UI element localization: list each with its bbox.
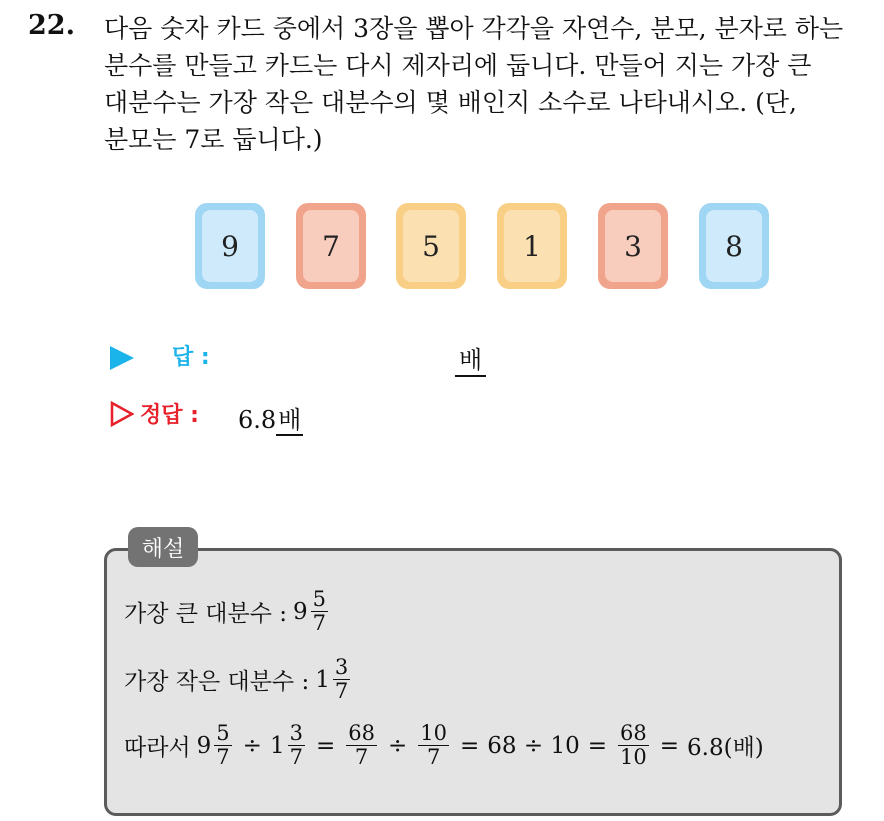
equals-sign: =: [659, 732, 680, 759]
fraction-denominator: 10: [620, 745, 647, 769]
correct-unit: 배: [278, 406, 302, 434]
equals-sign: =: [587, 732, 607, 759]
fraction-denominator: 7: [426, 745, 441, 769]
correct-answer-row: [110, 398, 810, 438]
calc-d-fraction: [418, 722, 449, 769]
calc-a-fraction: [214, 722, 231, 769]
filled-triangle-icon: [110, 346, 134, 370]
correct-number: 6.8: [238, 406, 277, 434]
card-value: 7: [303, 210, 359, 282]
correct-label: 정답 :: [140, 403, 199, 428]
card-value: 1: [504, 210, 560, 282]
divide-sign: ÷: [242, 732, 262, 759]
calc-b-fraction: [288, 722, 305, 769]
equals-sign: =: [315, 732, 336, 759]
equals-sign: =: [460, 732, 480, 759]
fraction-numerator: 68: [620, 721, 647, 745]
calc-expression: 68 ÷ 10: [487, 732, 580, 759]
outline-triangle-icon: [110, 401, 134, 427]
calc-c-fraction: [346, 722, 377, 769]
number-card: [195, 203, 265, 289]
fraction-denominator: 7: [312, 611, 327, 635]
calc-b-whole: 1: [269, 732, 285, 759]
fraction-denominator: 7: [289, 745, 303, 769]
question-number: 22.: [28, 10, 75, 41]
answer-label: 답 :: [172, 345, 210, 370]
fraction-numerator: 68: [348, 721, 375, 745]
fraction-numerator: 3: [289, 721, 303, 745]
number-card: [699, 203, 769, 289]
smallest-whole: 1: [315, 666, 330, 693]
fraction-denominator: 7: [354, 745, 369, 769]
question-text: [104, 10, 864, 158]
calc-a-whole: 9: [196, 732, 212, 759]
question-line: 대분수는 가장 작은 대분수의 몇 배인지 소수로 나타내시오. (단,: [104, 88, 797, 117]
explanation-largest: [124, 588, 331, 635]
explanation-calculation: [124, 722, 764, 769]
fraction-numerator: 5: [312, 587, 327, 611]
fraction-denominator: 7: [216, 745, 230, 769]
question-line: 다음 숫자 카드 중에서 3장을 뽑아 각각을 자연수, 분모, 분자로 하는: [104, 14, 844, 43]
card-value: 3: [605, 210, 661, 282]
card-value: 8: [706, 210, 762, 282]
calc-prefix: 따라서: [124, 735, 191, 761]
divide-sign: ÷: [387, 732, 408, 759]
question-line: 분수를 만들고 카드는 다시 제자리에 둡니다. 만들어 지는 가장 큰: [104, 51, 812, 80]
fraction-numerator: 3: [334, 655, 349, 679]
explanation-tag: 해설: [128, 527, 198, 567]
calc-e-fraction: [618, 722, 649, 769]
card-value: 9: [202, 210, 258, 282]
question-line: 분모는 7로 둡니다.): [104, 125, 323, 154]
calc-result: 6.8(배): [687, 735, 764, 761]
answer-blank-unit[interactable]: 배: [455, 340, 486, 377]
largest-fraction: [311, 588, 328, 635]
largest-label: 가장 큰 대분수 :: [124, 601, 287, 627]
number-card: [598, 203, 668, 289]
fraction-denominator: 7: [334, 679, 349, 703]
number-card: [296, 203, 366, 289]
smallest-fraction: [333, 656, 350, 703]
number-card: [396, 203, 466, 289]
number-card: [497, 203, 567, 289]
card-value: 5: [403, 210, 459, 282]
fraction-numerator: 5: [216, 721, 230, 745]
fraction-numerator: 10: [420, 721, 447, 745]
largest-whole: 9: [293, 598, 308, 625]
correct-value: [238, 400, 303, 435]
explanation-smallest: [124, 656, 353, 703]
smallest-label: 가장 작은 대분수 :: [124, 669, 310, 695]
answer-row: [110, 340, 810, 380]
number-cards: [0, 203, 884, 293]
